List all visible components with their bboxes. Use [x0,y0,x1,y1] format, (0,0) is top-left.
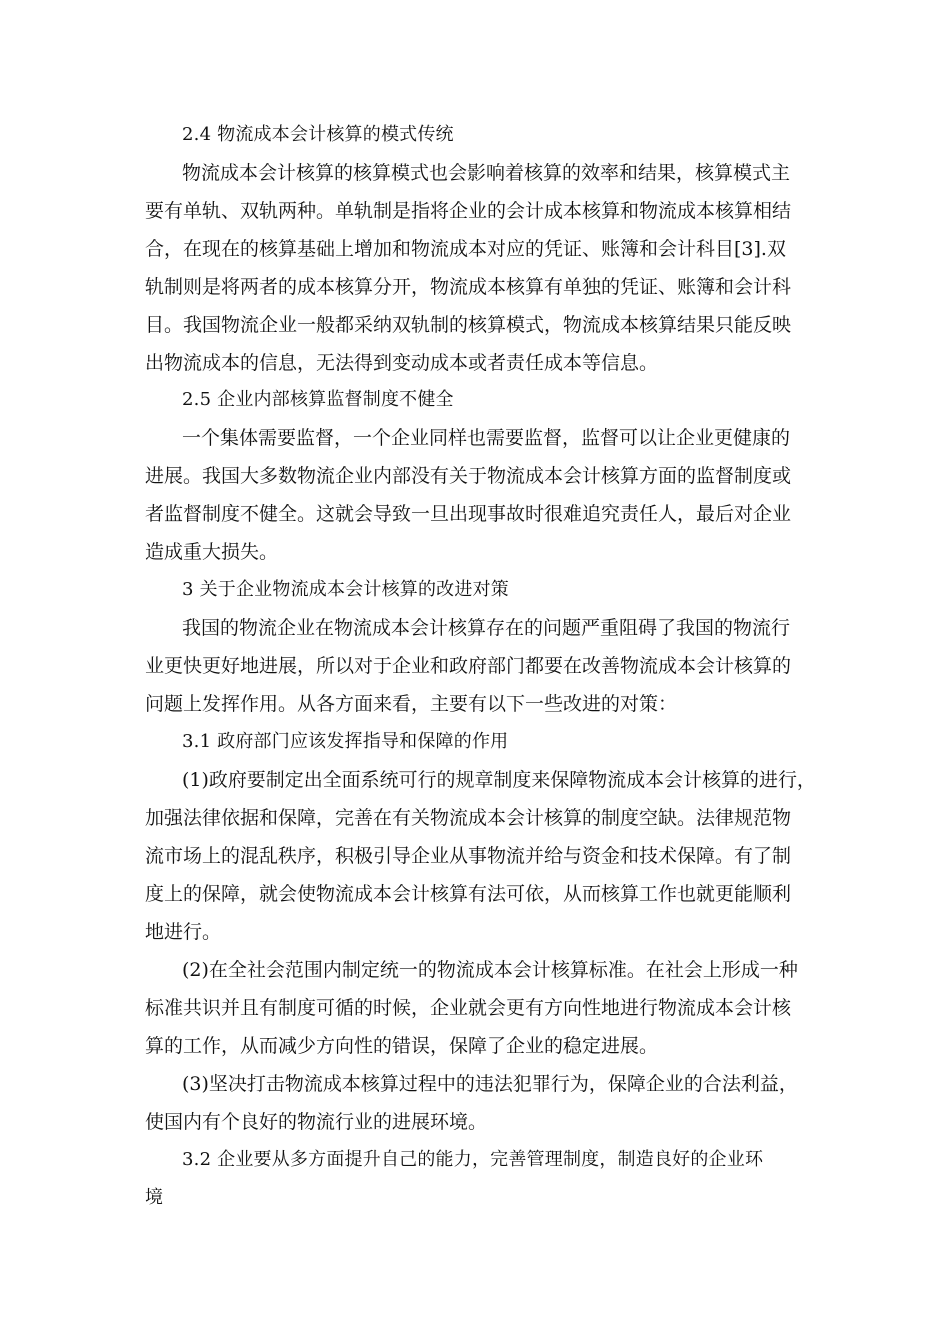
paragraph-line: 目。我国物流企业一般都采纳双轨制的核算模式，物流成本核算结果只能反映 [145,314,792,336]
paragraph-line: 地进行。 [145,921,222,943]
section-heading-3-2: 3.2 企业要从多方面提升自己的能力，完善管理制度，制造良好的企业环 [182,1149,764,1170]
section-heading-3-2-continued: 境 [145,1187,164,1208]
paragraph-line: (1)政府要制定出全面系统可行的规章制度来保障物流成本会计核算的进行， [182,769,816,791]
paragraph-line: 问题上发挥作用。从各方面来看，主要有以下一些改进的对策： [145,693,678,715]
paragraph-line: 轨制则是将两者的成本核算分开，物流成本核算有单独的凭证、账簿和会计科 [145,276,792,298]
section-heading-3: 3 关于企业物流成本会计核算的改进对策 [182,579,509,600]
paragraph-line: 一个集体需要监督，一个企业同样也需要监督，监督可以让企业更健康的 [182,427,791,449]
section-heading-3-1: 3.1 政府部门应该发挥指导和保障的作用 [182,731,509,752]
paragraph-line: 使国内有个良好的物流行业的进展环境。 [145,1111,488,1133]
paragraph-line: 出物流成本的信息，无法得到变动成本或者责任成本等信息。 [145,352,659,374]
paragraph-line: 流市场上的混乱秩序，积极引导企业从事物流并给与资金和技术保障。有了制 [145,845,792,867]
paragraph-line: 进展。我国大多数物流企业内部没有关于物流成本会计核算方面的监督制度或 [145,465,792,487]
paragraph-line: 标准共识并且有制度可循的时候，企业就会更有方向性地进行物流成本会计核 [145,997,792,1019]
paragraph-line: 度上的保障，就会使物流成本会计核算有法可依，从而核算工作也就更能顺利 [145,883,792,905]
paragraph-line: 业更快更好地进展，所以对于企业和政府部门都要在改善物流成本会计核算的 [145,655,792,677]
paragraph-line: 加强法律依据和保障，完善在有关物流成本会计核算的制度空缺。法律规范物 [145,807,792,829]
paragraph-line: 造成重大损失。 [145,541,279,563]
paragraph-line: 要有单轨、双轨两种。单轨制是指将企业的会计成本核算和物流成本核算相结 [145,200,792,222]
paragraph-line: (3)坚决打击物流成本核算过程中的违法犯罪行为，保障企业的合法利益， [182,1073,798,1095]
section-heading-2-4: 2.4 物流成本会计核算的模式传统 [182,124,454,145]
paragraph-line: 我国的物流企业在物流成本会计核算存在的问题严重阻碍了我国的物流行 [182,617,791,639]
paragraph-line: 合，在现在的核算基础上增加和物流成本对应的凭证、账簿和会计科目[3].双 [145,238,786,260]
paragraph-line: 者监督制度不健全。这就会导致一旦出现事故时很难追究责任人，最后对企业 [145,503,792,525]
paragraph-line: (2)在全社会范围内制定统一的物流成本会计核算标准。在社会上形成一种 [182,959,798,981]
section-heading-2-5: 2.5 企业内部核算监督制度不健全 [182,389,454,410]
paragraph-line: 算的工作，从而减少方向性的错误，保障了企业的稳定进展。 [145,1035,659,1057]
paragraph-line: 物流成本会计核算的核算模式也会影响着核算的效率和结果，核算模式主 [182,162,791,184]
